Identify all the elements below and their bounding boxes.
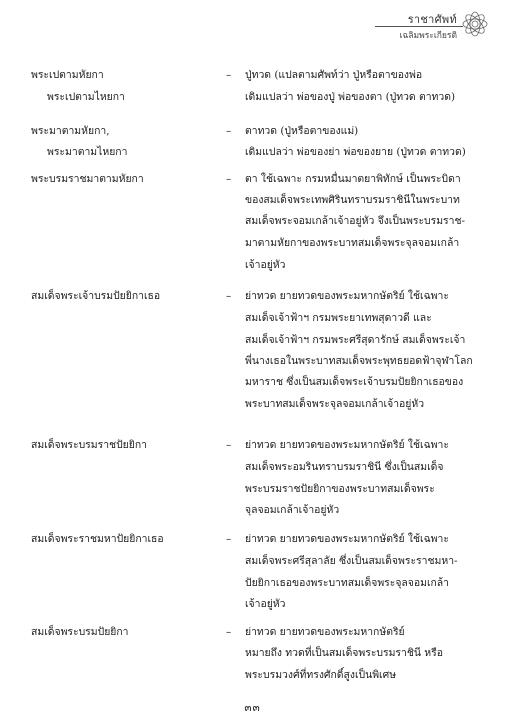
entry-definition-line: สมเด็จเจ้าฟ้าฯ กรมพระยาเทพสุดาวดี และ xyxy=(245,312,432,324)
entry-definition-line: ย่าทวด ยายทวดของพระมหากษัตริย์ ใช้เฉพาะ xyxy=(245,439,449,451)
entry-definition-line: สมเด็จพระจอมเกล้าเจ้าอยู่หัว จึงเป็นพระบรมราช- xyxy=(245,215,466,227)
header-rule xyxy=(375,26,463,27)
page-number: ๓๓ xyxy=(244,702,261,714)
entry-definition-line: เดิมแปลว่า พ่อของปู่ พ่อของตา (ปู่ทวด ตาทวด) xyxy=(245,91,456,103)
entry-definition-line: ปัยยิกาเธอของพระบาทสมเด็จพระจุลจอมเกล้า xyxy=(245,577,450,589)
entry-term: พระมาตามหัยกา, xyxy=(31,125,110,137)
entry-definition-line: พระบาทสมเด็จพระจุลจอมเกล้าเจ้าอยู่หัว xyxy=(245,398,425,410)
entry-definition-line: มาตามหัยกาของพระบาทสมเด็จพระจุลจอมเกล้า xyxy=(245,237,460,249)
lotus-emblem-icon xyxy=(459,8,491,40)
entry-definition-line: มหาราช ซึ่งเป็นสมเด็จพระเจ้าบรมปัยยิกาเธอของ xyxy=(245,376,464,388)
entry-definition-line: เดิมแปลว่า พ่อของย่า พ่อของยาย (ปู่ทวด ตาทวด) xyxy=(245,146,466,158)
header-subtitle: เฉลิมพระเกียรติ xyxy=(399,31,457,41)
entry-definition-line: ตา ใช้เฉพาะ กรมหมื่นมาตยาพิทักษ์ เป็นพระบิดา xyxy=(245,173,461,185)
entry-definition-line: สมเด็จพระอมรินทราบรมราชินี ซึ่งเป็นสมเด็จ xyxy=(245,461,444,473)
entry-definition-line: สมเด็จพระศรีสุลาลัย ซึ่งเป็นสมเด็จพระราชมหา- xyxy=(245,555,458,567)
entry-term: พระมาตามไหยกา xyxy=(47,146,128,158)
entry-definition-line: สมเด็จเจ้าฟ้าฯ กรมพระศรีสุดารักษ์ สมเด็จพระเจ้า xyxy=(245,334,466,346)
entry-definition-line: เจ้าอยู่หัว xyxy=(245,598,286,610)
entry-dash: – xyxy=(226,626,232,638)
entry-dash: – xyxy=(226,173,232,185)
entry-definition-line: หมายถึง ทวดที่เป็นสมเด็จพระบรมราชินี หรือ xyxy=(245,647,443,659)
entry-dash: – xyxy=(226,125,232,137)
entry-definition-line: ย่าทวด ยายทวดของพระมหากษัตริย์ xyxy=(245,626,405,638)
entry-definition-line: เจ้าอยู่หัว xyxy=(245,259,286,271)
entry-dash: – xyxy=(226,290,232,302)
entry-dash: – xyxy=(226,69,232,81)
entry-dash: – xyxy=(226,533,232,545)
entry-term: พระเปตามไหยกา xyxy=(47,91,125,103)
entry-definition-line: พระบรมราชปัยยิกาของพระบาทสมเด็จพระ xyxy=(245,483,435,495)
entry-term: สมเด็จพระบรมปัยยิกา xyxy=(31,626,129,638)
header-title: ราชาศัพท์ xyxy=(407,13,457,26)
entry-definition-line: จุลจอมเกล้าเจ้าอยู่หัว xyxy=(245,504,340,516)
entry-definition-line: พระบรมวงศ์ที่ทรงศักดิ์สูงเป็นพิเศษ xyxy=(245,669,397,681)
entry-term: สมเด็จพระบรมราชปัยยิกา xyxy=(31,439,147,451)
entry-term: พระเปตามหัยกา xyxy=(31,69,104,81)
entry-dash: – xyxy=(226,439,232,451)
header-logo xyxy=(371,6,491,46)
entry-definition-line: ย่าทวด ยายทวดของพระมหากษัตริย์ ใช้เฉพาะ xyxy=(245,533,449,545)
entry-definition-line: ของสมเด็จพระเทพศิรินทราบรมราชินีในพระบาท xyxy=(245,194,460,206)
entry-term: สมเด็จพระเจ้าบรมปัยยิกาเธอ xyxy=(31,290,161,302)
entry-definition-line: พี่นางเธอในพระบาทสมเด็จพระพุทธยอดฟ้าจุฬาโลก xyxy=(245,355,473,367)
entry-definition-line: ย่าทวด ยายทวดของพระมหากษัตริย์ ใช้เฉพาะ xyxy=(245,290,449,302)
entry-definition-line: ปู่ทวด (แปลตามศัพท์ว่า ปู่หรือตาของพ่อ xyxy=(245,69,423,81)
entry-term: พระบรมราชมาตามหัยกา xyxy=(31,173,144,185)
entry-definition-line: ตาทวด (ปู่หรือตาของแม่) xyxy=(245,125,359,137)
entry-term: สมเด็จพระราชมหาปัยยิกาเธอ xyxy=(31,533,164,545)
